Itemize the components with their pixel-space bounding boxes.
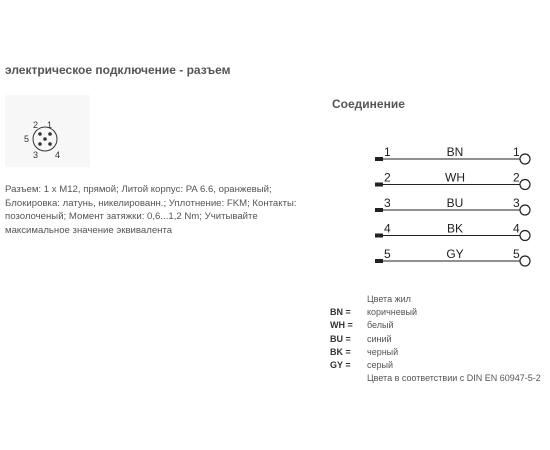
wiring-diagram bbox=[370, 140, 540, 270]
connector-pinout-diagram bbox=[5, 95, 90, 167]
legend-color-name: коричневый bbox=[367, 307, 418, 318]
wire-left-number: 3 bbox=[384, 196, 391, 210]
wire-color-code: BU bbox=[446, 196, 464, 210]
wire-left-number: 5 bbox=[384, 247, 391, 261]
legend-row bbox=[330, 333, 545, 346]
wire-row bbox=[375, 196, 530, 215]
wire-terminal bbox=[520, 205, 530, 215]
wire-color-code: GY bbox=[446, 247, 464, 261]
wire-terminal bbox=[520, 256, 530, 266]
legend-row bbox=[330, 306, 545, 319]
wire-right-number: 1 bbox=[513, 145, 520, 159]
pin-label-5: 5 bbox=[24, 134, 30, 144]
legend-heading: Цвета жил bbox=[367, 294, 411, 304]
wire-row bbox=[375, 145, 530, 164]
wire-color-code: WH bbox=[445, 170, 465, 185]
legend-code: WH = bbox=[330, 320, 353, 331]
wire-left-number: 2 bbox=[384, 170, 391, 185]
legend-code: BN = bbox=[330, 307, 351, 318]
wire-right-number: 5 bbox=[513, 247, 520, 261]
pin-label-2: 2 bbox=[33, 120, 39, 130]
legend-color-name: синий bbox=[367, 333, 392, 344]
wire-terminal bbox=[520, 231, 530, 241]
legend-row bbox=[330, 319, 545, 332]
connector-description: Разъем: 1 x M12, прямой; Литой корпус: PA 6.6, оранжевый; Блокировка: латунь, никелированн.; Уплотнение: FKM; Контакты: позолоченый; Момент затяжки: 0,6...1,2 Nm; Учитывайте максимальное значение эквивалента bbox=[5, 184, 297, 236]
pin-4 bbox=[48, 142, 52, 146]
pin-label-4: 4 bbox=[55, 150, 61, 160]
wire-right-number: 2 bbox=[513, 170, 520, 185]
wire-right-number: 3 bbox=[513, 196, 520, 210]
wire-row bbox=[375, 222, 530, 241]
legend-color-name: серый bbox=[367, 360, 394, 371]
wire-color-code: BN bbox=[446, 145, 464, 159]
pin-label-3: 3 bbox=[33, 150, 39, 160]
legend-color-name: черный bbox=[367, 346, 399, 357]
legend-footer: Цвета в соответствии с DIN EN 60947-5-2 bbox=[367, 373, 541, 384]
pin-2 bbox=[38, 132, 42, 136]
section-title: электрическое подключение - разъем bbox=[5, 63, 231, 77]
wire-terminal bbox=[520, 180, 530, 190]
pin-label-1: 1 bbox=[47, 120, 53, 130]
pin-1 bbox=[48, 132, 52, 136]
legend-code: BU = bbox=[330, 333, 351, 344]
wire-right-number: 4 bbox=[513, 221, 520, 236]
wire-left-number: 1 bbox=[384, 145, 391, 159]
wire-color-code: BK bbox=[446, 221, 464, 236]
wire-left-number: 4 bbox=[384, 221, 391, 236]
legend-color-name: белый bbox=[367, 320, 394, 331]
legend-code: BK = bbox=[330, 346, 351, 357]
wire-row bbox=[375, 247, 530, 266]
connection-title: Соединение bbox=[332, 97, 405, 111]
legend-code: GY = bbox=[330, 360, 351, 371]
pin-3 bbox=[38, 142, 42, 146]
legend-row bbox=[330, 359, 545, 372]
wire-terminal bbox=[520, 154, 530, 164]
color-legend bbox=[330, 293, 545, 385]
legend-row bbox=[330, 346, 545, 359]
pin-5 bbox=[43, 137, 47, 141]
wire-row bbox=[375, 171, 530, 190]
